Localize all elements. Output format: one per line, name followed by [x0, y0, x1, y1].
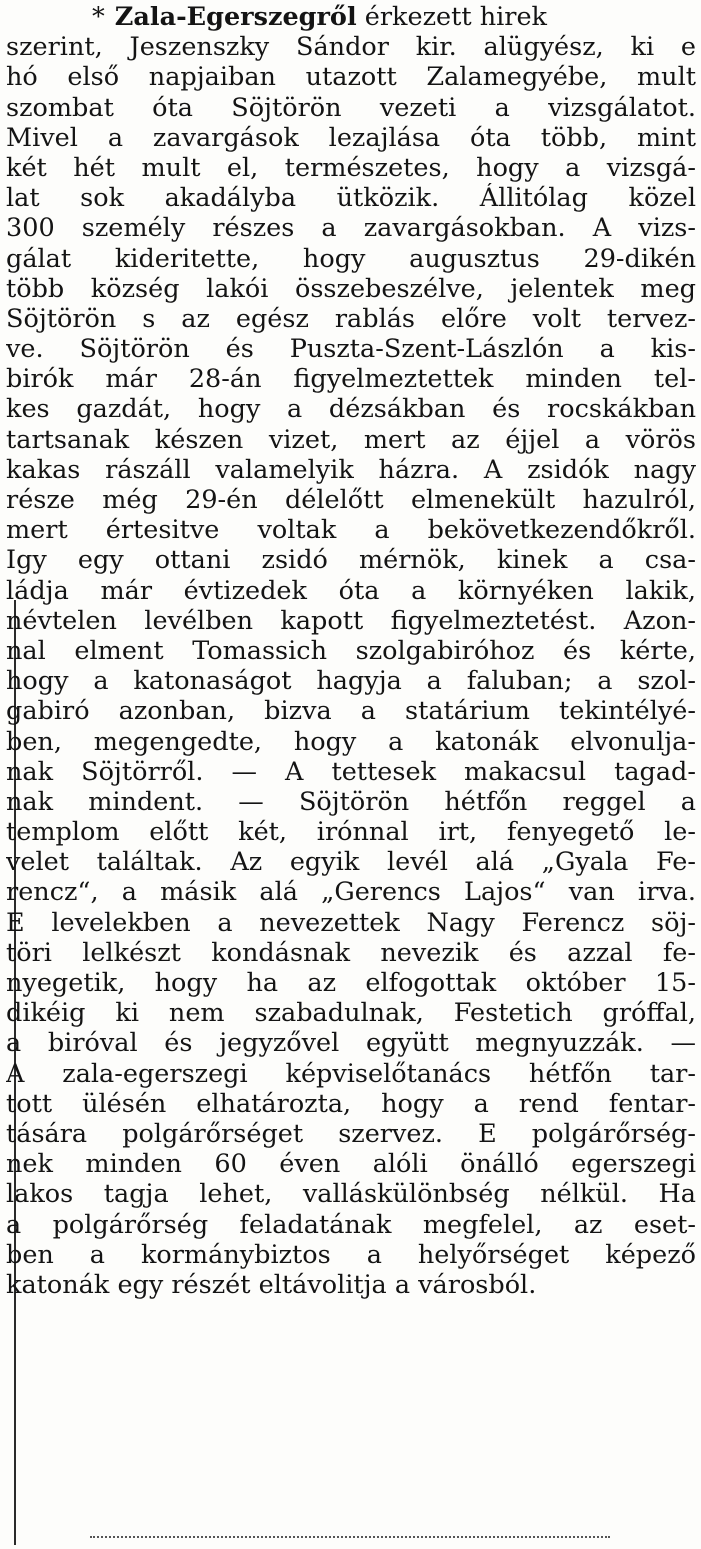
- headline: Zala-Egerszegről: [114, 2, 357, 32]
- article-line: ben, megengedte, hogy a katonák elvonulja-: [6, 726, 696, 757]
- article-line-last: katonák egy részét eltávolitja a városból.: [6, 1269, 537, 1300]
- article-line: hogy a katonaságot hagyja a faluban; a szol-: [6, 666, 696, 697]
- article-line: lat sok akadályba ütközik. Állitólag közel: [6, 183, 696, 214]
- article-line: dikéig ki nem szabadulnak, Festetich gróffal,: [6, 998, 696, 1029]
- article-line: Söjtörön s az egész rablás előre volt tervez-: [6, 303, 696, 334]
- article-line: Igy egy ottani zsidó mérnök, kinek a csa-: [6, 545, 696, 576]
- article-line: lakos tagja lehet, valláskülönbség nélkül. Ha: [6, 1179, 696, 1210]
- article-line: a polgárőrség feladatának megfelel, az eset-: [6, 1209, 696, 1240]
- news-article: [6, 2, 696, 1300]
- article-line: gálat kideritette, hogy augusztus 29-dikén: [6, 243, 696, 274]
- article-line: szombat óta Söjtörön vezeti a vizsgálatot.: [6, 92, 696, 123]
- article-line: tartsanak készen vizet, mert az éjjel a vörös: [6, 424, 696, 455]
- article-line: nek minden 60 éven alóli önálló egerszegi: [6, 1149, 696, 1180]
- article-line: hó első napjaiban utazott Zalamegyébe, mult: [6, 62, 696, 93]
- article-line: ben a kormánybiztos a helyőrséget képező: [6, 1239, 696, 1270]
- headline-line: [6, 2, 696, 32]
- article-line: része még 29-én délelőtt elmenekült hazulról,: [6, 485, 696, 515]
- article-line: nal elment Tomassich szolgabiróhoz és kérte,: [6, 635, 696, 666]
- article-line: templom előtt két, irónnal irt, fenyegető le-: [6, 817, 696, 848]
- article-line: két hét mult el, természetes, hogy a vizsgá-: [6, 152, 696, 183]
- article-line: nak mindent. — Söjtörön hétfőn reggel a: [6, 786, 696, 817]
- article-line: nyegetik, hogy ha az elfogottak október 15-: [6, 968, 696, 998]
- article-line: gabiró azonban, bizva a statárium tekintélyé-: [6, 696, 696, 727]
- article-line: A zala-egerszegi képviselőtanács hétfőn tar-: [6, 1058, 696, 1089]
- article-line: töri lelkészt kondásnak nevezik és azzal fe-: [6, 937, 696, 968]
- article-line: több község lakói összebeszélve, jelentek meg: [6, 273, 696, 304]
- article-line: 300 személy részes a zavargásokban. A vizs-: [6, 213, 696, 244]
- article-line: velet találtak. Az egyik levél alá „Gyala Fe-: [6, 847, 696, 878]
- article-line: ve. Söjtörön és Puszta-Szent-Lászlón a kis-: [6, 334, 696, 365]
- article-line: Mivel a zavargások lezajlása óta több, mint: [6, 122, 696, 153]
- article-line: birók már 28-án figyelmeztettek minden tel-: [6, 364, 696, 395]
- article-line: E levelekben a nevezettek Nagy Ferencz söj-: [6, 907, 696, 938]
- article-line: kakas rászáll valamelyik házra. A zsidók nagy: [6, 454, 696, 485]
- article-line: kes gazdát, hogy a dézsákban és rocskákban: [6, 394, 696, 425]
- headline-marker: *: [92, 2, 105, 32]
- article-line: tására polgárőrséget szervez. E polgárőrség-: [6, 1118, 696, 1149]
- bottom-divider: [90, 1536, 610, 1541]
- article-line: mert értesitve voltak a bekövetkezendőkről.: [6, 515, 696, 546]
- article-line: rencz“, a másik alá „Gerencs Lajos“ van irva.: [6, 877, 696, 908]
- article-line: tott ülésén elhatározta, hogy a rend fentar-: [6, 1088, 696, 1119]
- article-line: érkezett hirek: [364, 2, 548, 32]
- article-line: szerint, Jeszenszky Sándor kir. alügyész, ki e: [6, 32, 696, 63]
- article-line: a biróval és jegyzővel együtt megnyuzzák. —: [6, 1028, 696, 1059]
- article-line: nak Söjtörről. — A tettesek makacsul tagad-: [6, 756, 696, 787]
- article-line: ládja már évtizedek óta a környéken lakik,: [6, 575, 696, 606]
- article-line: névtelen levélben kapott figyelmeztetést. Azon-: [6, 605, 696, 636]
